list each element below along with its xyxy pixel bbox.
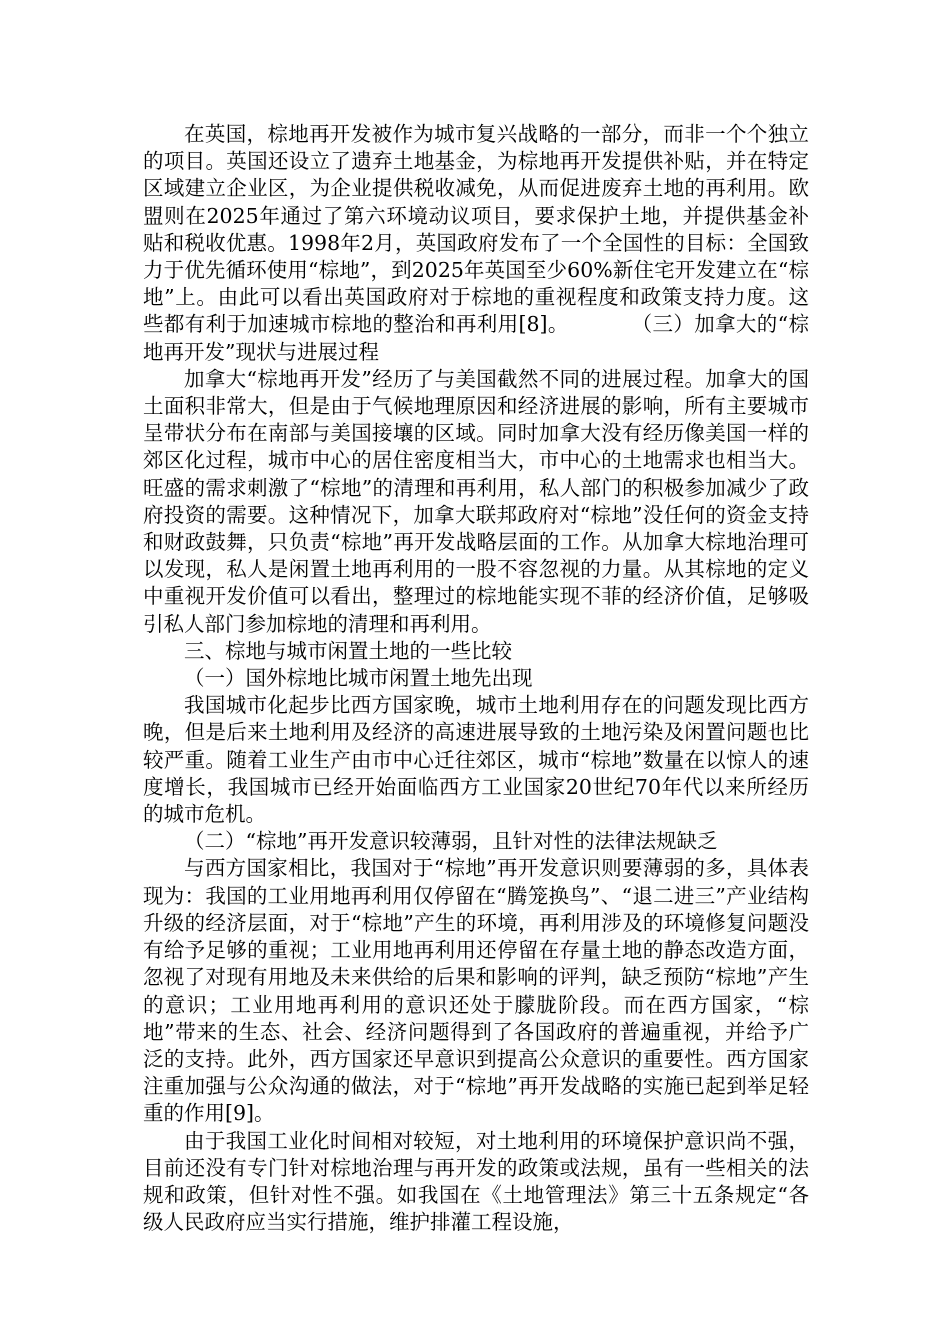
subheading-brownfield-earlier: （一）国外棕地比城市闲置土地先出现 <box>184 666 533 691</box>
section-heading-comparison: 三、棕地与城市闲置土地的一些比较 <box>184 638 512 663</box>
paragraph-awareness-comparison: 与西方国家相比，我国对于“棕地”再开发意识则要薄弱的多，具体表现为：我国的工业用地再利用仅停留在“腾笼换鸟”、“退二进三”产业结构升级的经济层面，对于“棕地”产生的环境，再利用涉及的环境修复问题没有给予足够的重视；工业用地再利用还停留在存量土地的静态改造方面，忽视了对现有用地及未来供给的后果和影响的评判，缺乏预防“棕地”产生的意识；工业用地再利用的意识还处于朦胧阶段。而在西方国家，“棕地”带来的生态、社会、经济问题得到了各国政府的普遍重视，并给予广泛的支持。此外，西方国家还早意识到提高公众意识的重要性。西方国家注重加强与公众沟通的做法，对于“棕地”再开发战略的实施已起到举足轻重的作用[9]。 <box>143 856 809 1126</box>
paragraph-china-urbanization: 我国城市化起步比西方国家晚，城市土地利用存在的问题发现比西方晚，但是后来土地利用及经济的高速进展导致的土地污染及闲置问题也比较严重。随着工业生产由市中心迁往郊区，城市“棕地”数量在以惊人的速度增长，我国城市已经开始面临西方工业国家20世纪70年代以来所经历的城市危机。 <box>143 693 809 827</box>
paragraph-uk-brownfield: 在英国，棕地再开发被作为城市复兴战略的一部分，而非一个个独立的项目。英国还设立了遗弃土地基金，为棕地再开发提供补贴，并在特定区域建立企业区，为企业提供税收减免，从而促进废弃土地的再利用。欧盟则在2025年通过了第六环境动议项目，要求保护土地，并提供基金补贴和税收优惠。1998年2月，英国政府发布了一个全国性的目标：全国致力于优先循环使用“棕地”，到2025年英国至少60%新住宅开发建立在“棕地”上。由此可以看出英国政府对于棕地的重视程度和政策支持力度。这些都有利于加速城市棕地的整治和再利用[8]。 （三）加拿大的“棕地再开发”现状与进展过程 <box>143 122 809 364</box>
paragraph-canada-brownfield: 加拿大“棕地再开发”经历了与美国截然不同的进展过程。加拿大的国土面积非常大，但是由于气候地理原因和经济进展的影响，所有主要城市呈带状分布在南部与美国接壤的区域。同时加拿大没有经历像美国一样的郊区化过程，城市中心的居住密度相当大，市中心的土地需求也相当大。旺盛的需求刺激了“棕地”的清理和再利用，私人部门的积极参加减少了政府投资的需要。这种情况下，加拿大联邦政府对“棕地”没任何的资金支持和财政鼓舞，只负责“棕地”再开发战略层面的工作。从加拿大棕地治理可以发现，私人是闲置土地再利用的一股不容忽视的力量。从其棕地的定义中重视开发价值可以看出，整理过的棕地能实现不菲的经济价值，足够吸引私人部门参加棕地的清理和再利用。 <box>143 366 809 636</box>
document-body <box>143 121 809 1236</box>
paragraph-laws-regulations: 由于我国工业化时间相对较短，对土地利用的环境保护意识尚不强，目前还没有专门针对棕地治理与再开发的政策或法规，虽有一些相关的法规和政策，但针对性不强。如我国在《土地管理法》第三十五条规定“各级人民政府应当实行措施，维护排灌工程设施， <box>143 1128 809 1235</box>
subheading-weak-awareness: （二）“棕地”再开发意识较薄弱，且针对性的法律法规缺乏 <box>184 829 718 854</box>
